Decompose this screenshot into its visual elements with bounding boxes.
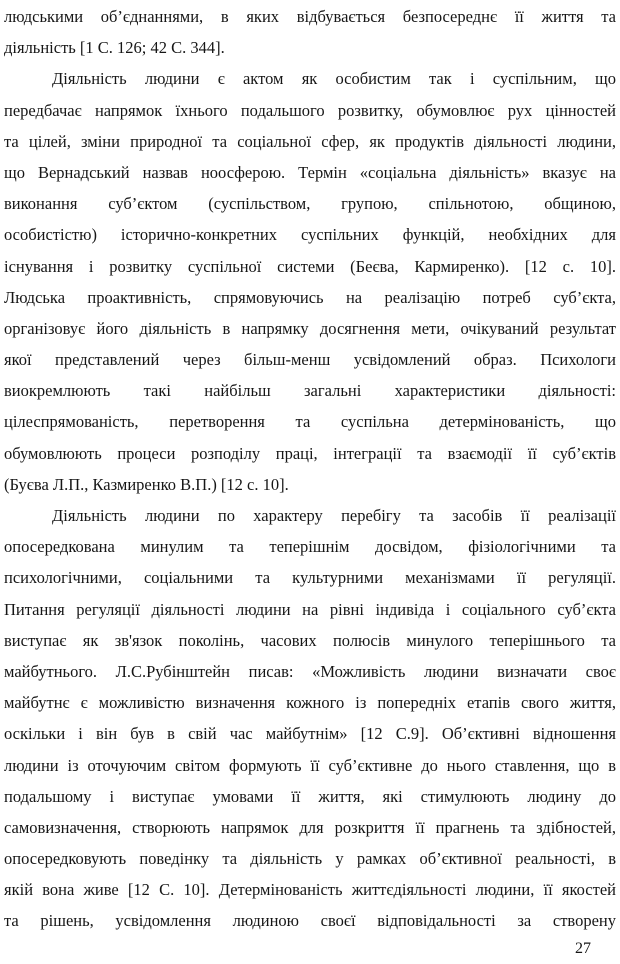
page-number: 27 — [575, 940, 591, 957]
text-line: опосередковують поведінку та діяльність у рамках об’єктивної реальності, в — [4, 849, 616, 869]
text-line: та цілей, зміни природної та соціальної сфер, як продуктів діяльності людини, — [4, 131, 616, 151]
text-line: виконання суб’єктом (суспільством, групою, спільнотою, общиною, — [4, 194, 616, 214]
text-line: та рішень, усвідомлення людиною своєї відповідальності за створену — [4, 911, 616, 931]
text-line: самовизначення, створюють напрямок для розкриття її прагнень та здібностей, — [4, 817, 616, 837]
text-line: майбутнього. Л.С.Рубінштейн писав: «Можливість людини визначати своє — [4, 661, 616, 681]
text-line: організовує його діяльність в напрямку досягнення мети, очікуваний результат — [4, 318, 616, 338]
text-line: діяльність [1 С. 126; 42 С. 344]. — [4, 38, 225, 58]
text-line: обумовлюють процеси розподілу праці, інтеграції та взаємодії її суб’єктів — [4, 443, 616, 463]
text-line: Діяльність людини по характеру перебігу та засобів її реалізації — [52, 506, 616, 525]
text-line: майбутнє є можливістю визначення кожного із попередніх етапів свого життя, — [4, 693, 616, 713]
text-line: (Буєва Л.П., Казмиренко В.П.) [12 с. 10]. — [4, 474, 289, 494]
text-line: Питання регуляції діяльності людини на рівні індивіда і соціального суб’єкта — [4, 599, 616, 619]
text-line: Діяльність людини є актом як особистим так і суспільним, що — [52, 69, 616, 89]
text-line: існування і розвитку суспільної системи (Беєва, Кармиренко). [12 с. 10]. — [4, 256, 616, 276]
text-line: цілеспрямованість, перетворення та суспільна детермінованість, що — [4, 412, 616, 432]
text-line: особистістю) історично-конкретних суспільних функцій, необхідних для — [4, 225, 616, 245]
text-line: опосередкована минулим та теперішнім досвідом, фізіологічними та — [4, 537, 616, 557]
text-line: подальшому і виступає умовами її життя, які стимулюють людину до — [4, 786, 616, 806]
text-line: людини із оточуючим світом формують її суб’єктивне до нього ставлення, що в — [4, 755, 616, 775]
text-block — [4, 1, 616, 937]
text-line: психологічними, соціальними та культурними механізмами її регуляції. — [4, 568, 616, 588]
text-line: якій вона живе [12 С. 10]. Детермінованість життєдіяльності людини, її якостей — [4, 880, 616, 900]
text-line: виступає як зв'язок поколінь, часових полюсів минулого теперішнього та — [4, 630, 616, 650]
text-line: передбачає напрямок їхнього подальшого розвитку, обумовлює рух цінностей — [4, 100, 616, 120]
text-line: виокремлюють такі найбільш загальні характеристики діяльності: — [4, 381, 616, 401]
text-line: що Вернадський назвав ноосферою. Термін «соціальна діяльність» вказує на — [4, 162, 616, 182]
text-line: оскільки і він був в свій час майбутнім» [12 С.9]. Об’єктивні відношення — [4, 724, 616, 744]
text-line: людськими об’єднаннями, в яких відбувається безпосереднє її життя та — [4, 7, 616, 26]
text-line: Людська проактивність, спрямовуючись на реалізацію потреб суб’єкта, — [4, 287, 616, 307]
text-line: якої представлений через більш-менш усвідомлений образ. Психологи — [4, 350, 616, 370]
